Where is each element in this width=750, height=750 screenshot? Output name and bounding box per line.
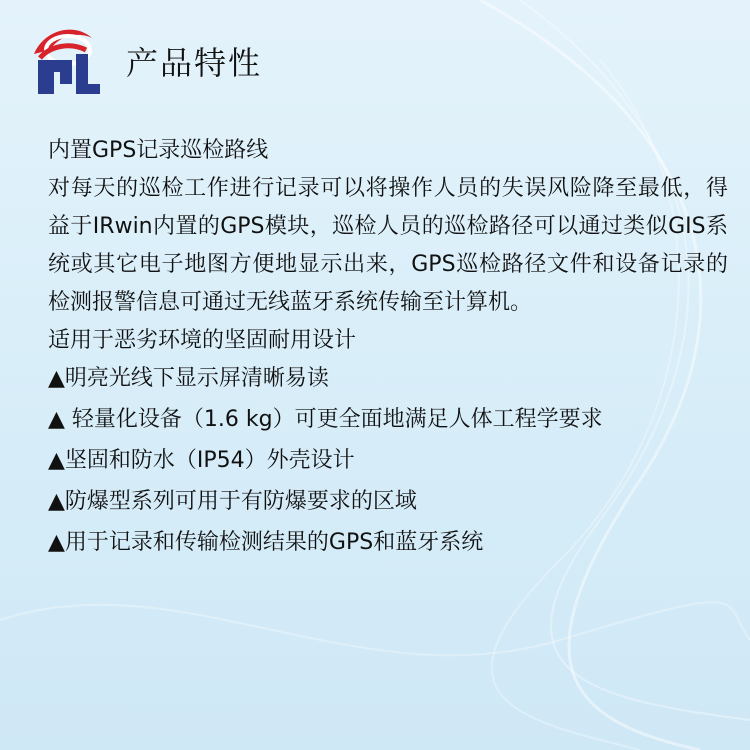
header (30, 18, 262, 104)
page-title: 产品特性 (126, 44, 263, 82)
company-logo-icon (30, 24, 104, 98)
feature-content (48, 132, 728, 565)
feature-bullet-list (48, 360, 728, 562)
feature-paragraph-gps: 对每天的巡检工作进行记录可以将操作人员的失误风险降至最低，得益于IRwin内置的GPS模块，巡检人员的巡检路径可以通过类似GIS系统或其它电子地图方便地显示出来，GPS巡检路径文件和设备记录的检测报警信息可通过无线蓝牙系统传输至计算机。 (48, 176, 728, 315)
list-item: ▲防爆型系列可用于有防爆要求的区域 (48, 489, 417, 514)
feature-heading-rugged: 适用于恶劣环境的坚固耐用设计 (48, 328, 357, 353)
list-item: ▲明亮光线下显示屏清晰易读 (48, 366, 329, 391)
list-item: ▲坚固和防水（IP54）外壳设计 (48, 448, 355, 473)
list-item: ▲ 轻量化设备（1.6 kg）可更全面地满足人体工程学要求 (48, 407, 603, 432)
list-item: ▲用于记录和传输检测结果的GPS和蓝牙系统 (48, 530, 484, 555)
feature-heading-gps: 内置GPS记录巡检路线 (48, 138, 269, 163)
